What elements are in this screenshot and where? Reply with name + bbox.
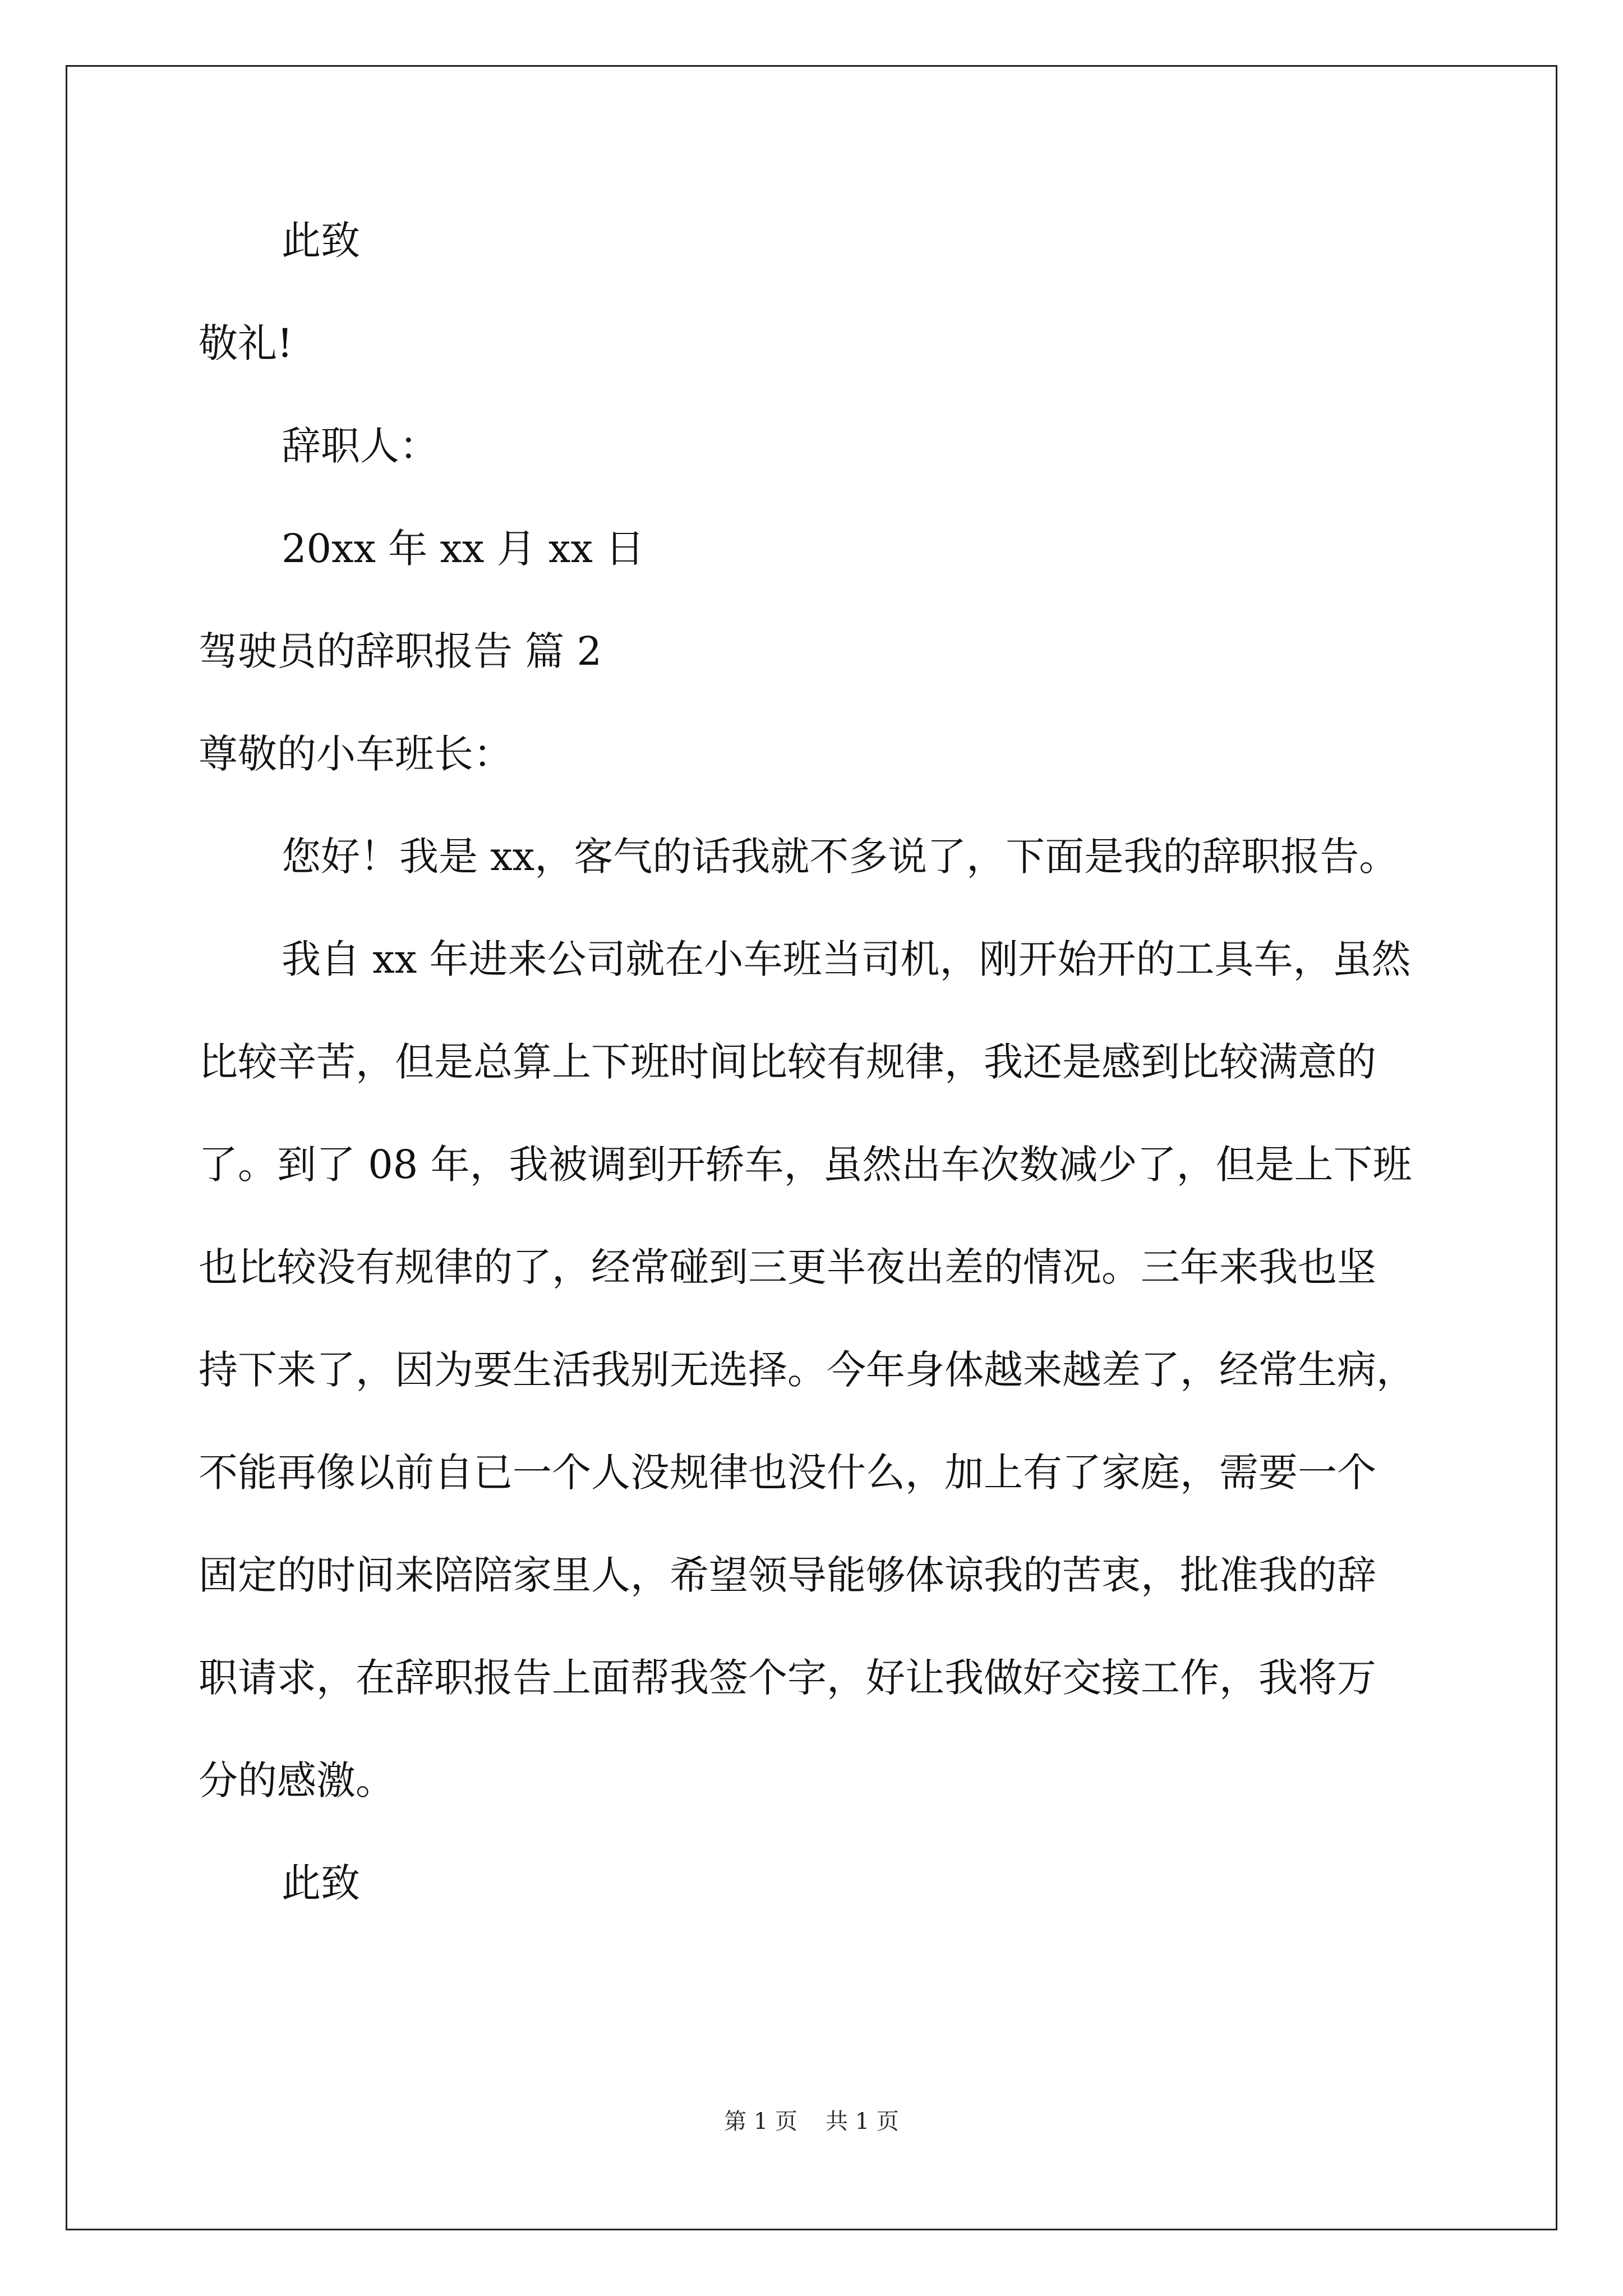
greeting-line: 您好！我是 xx，客气的话我就不多说了，下面是我的辞职报告。: [282, 834, 1399, 880]
page-footer: [0, 2109, 1623, 2134]
date-line: 20xx 年 xx 月 xx 日: [282, 526, 645, 572]
section-title: 驾驶员的辞职报告 篇 2: [199, 628, 602, 674]
body-line: 持下来了，因为要生活我别无选择。今年身体越来越差了，经常生病，: [199, 1347, 1415, 1393]
addressee: 尊敬的小车班长：: [199, 731, 513, 777]
body-line: 不能再像以前自已一个人没规律也没什么，加上有了家庭，需要一个: [199, 1450, 1376, 1496]
closing-salutation: 此致: [282, 218, 360, 264]
body-line: 比较辛苦，但是总算上下班时间比较有规律，我还是感到比较满意的: [199, 1039, 1376, 1085]
document-body: [199, 219, 1427, 1905]
page-total: 共 1 页: [826, 2109, 899, 2134]
body-line: 了。到了 08 年，我被调到开轿车，虽然出车次数减少了，但是上下班: [199, 1142, 1412, 1188]
body-line: 分的感激。: [199, 1757, 395, 1803]
closing-salutation-2: 此致: [282, 1860, 360, 1906]
body-line: 职请求，在辞职报告上面帮我签个字，好让我做好交接工作，我将万: [199, 1655, 1376, 1701]
page-number: 第 1 页: [724, 2109, 797, 2134]
body-paragraph: [199, 937, 1427, 1802]
signature-label: 辞职人：: [282, 423, 439, 469]
body-line: 固定的时间来陪陪家里人，希望领导能够体谅我的苦衷，批准我的辞: [199, 1552, 1376, 1598]
body-line: 我自 xx 年进来公司就在小车班当司机，刚开始开的工具车，虽然: [282, 936, 1411, 982]
body-line: 也比较没有规律的了，经常碰到三更半夜出差的情况。三年来我也坚: [199, 1244, 1376, 1290]
regards: 敬礼!: [199, 320, 293, 366]
